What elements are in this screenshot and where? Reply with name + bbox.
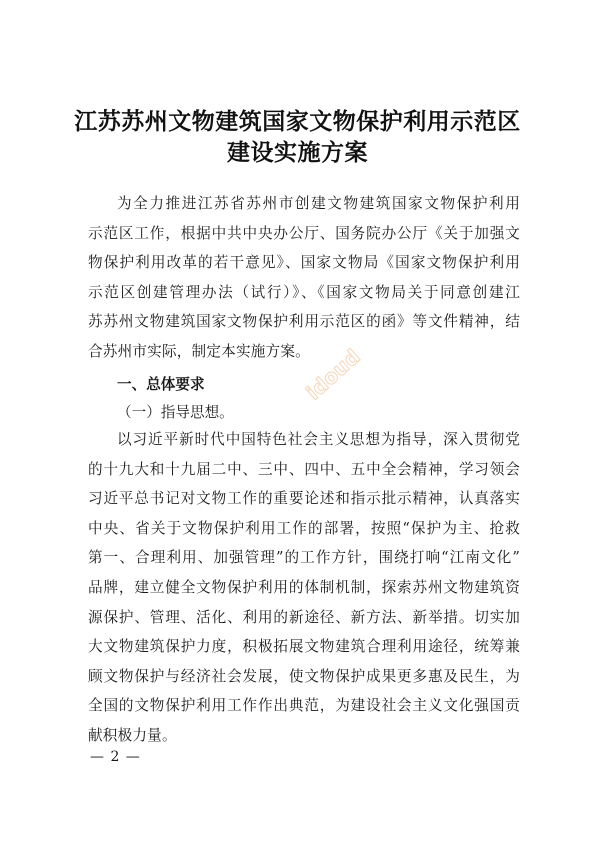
paragraph-line: 苏苏州文物建筑国家文物保护利用示范区的函》等文件精神，结 (88, 313, 520, 331)
paragraph-line: 中央、省关于文物保护利用工作的部署，按照“保护为主、抢救 (88, 519, 520, 537)
document-title-line-1: 江苏苏州文物建筑国家文物保护利用示范区 (74, 108, 521, 135)
paragraph-line: 的十九大和十九届二中、三中、四中、五中全会精神，学习领会 (88, 460, 520, 478)
paragraph-line: 顾文物保护与经济社会发展，使文物保护成果更多惠及民生，为 (88, 667, 520, 685)
subsection-heading: （一）指导思想。 (117, 404, 234, 421)
paragraph-line: 示范区工作，根据中共中央办公厅、国务院办公厅《关于加强文 (88, 224, 520, 242)
paragraph-line: 全国的文物保护利用工作作出典范，为建设社会主义文化强国贡 (88, 697, 520, 715)
paragraph-line: 以习近平新时代中国特色社会主义思想为指导，深入贯彻党 (117, 431, 520, 448)
paragraph-line: 习近平总书记对文物工作的重要论述和指示批示精神，认真落实 (88, 490, 520, 508)
paragraph-line: 品牌，建立健全文物保护利用的体制机制，探索苏州文物建筑资 (88, 578, 520, 596)
document-title-line-2: 建设实施方案 (227, 139, 368, 166)
paragraph-line: 为全力推进江苏省苏州市创建文物建筑国家文物保护利用 (117, 195, 520, 212)
paragraph-line: 示范区创建管理办法（试行）》、《国家文物局关于同意创建江 (88, 283, 520, 301)
paragraph-line: 源保护、管理、活化、利用的新途径、新方法、新举措。切实加 (88, 608, 520, 626)
paragraph-line: 第一、合理利用、加强管理”的工作方针，围绕打响“江南文化” (88, 549, 520, 567)
svg-text:idoud: idoud (301, 344, 365, 405)
intro-paragraph (88, 189, 520, 367)
guiding-paragraph (88, 425, 520, 751)
paragraph-line: 献积极力量。 (88, 726, 177, 744)
page-number: — 2 — (90, 749, 141, 765)
paragraph-line: 物保护利用改革的若干意见》、国家文物局《国家文物保护利用 (88, 254, 520, 272)
paragraph-line: 大文物建筑保护力度，积极拓展文物建筑合理利用途径，统筹兼 (88, 638, 520, 656)
paragraph-line: 合苏州市实际，制定本实施方案。 (88, 342, 310, 360)
section-heading: 一、总体要求 (117, 376, 205, 393)
